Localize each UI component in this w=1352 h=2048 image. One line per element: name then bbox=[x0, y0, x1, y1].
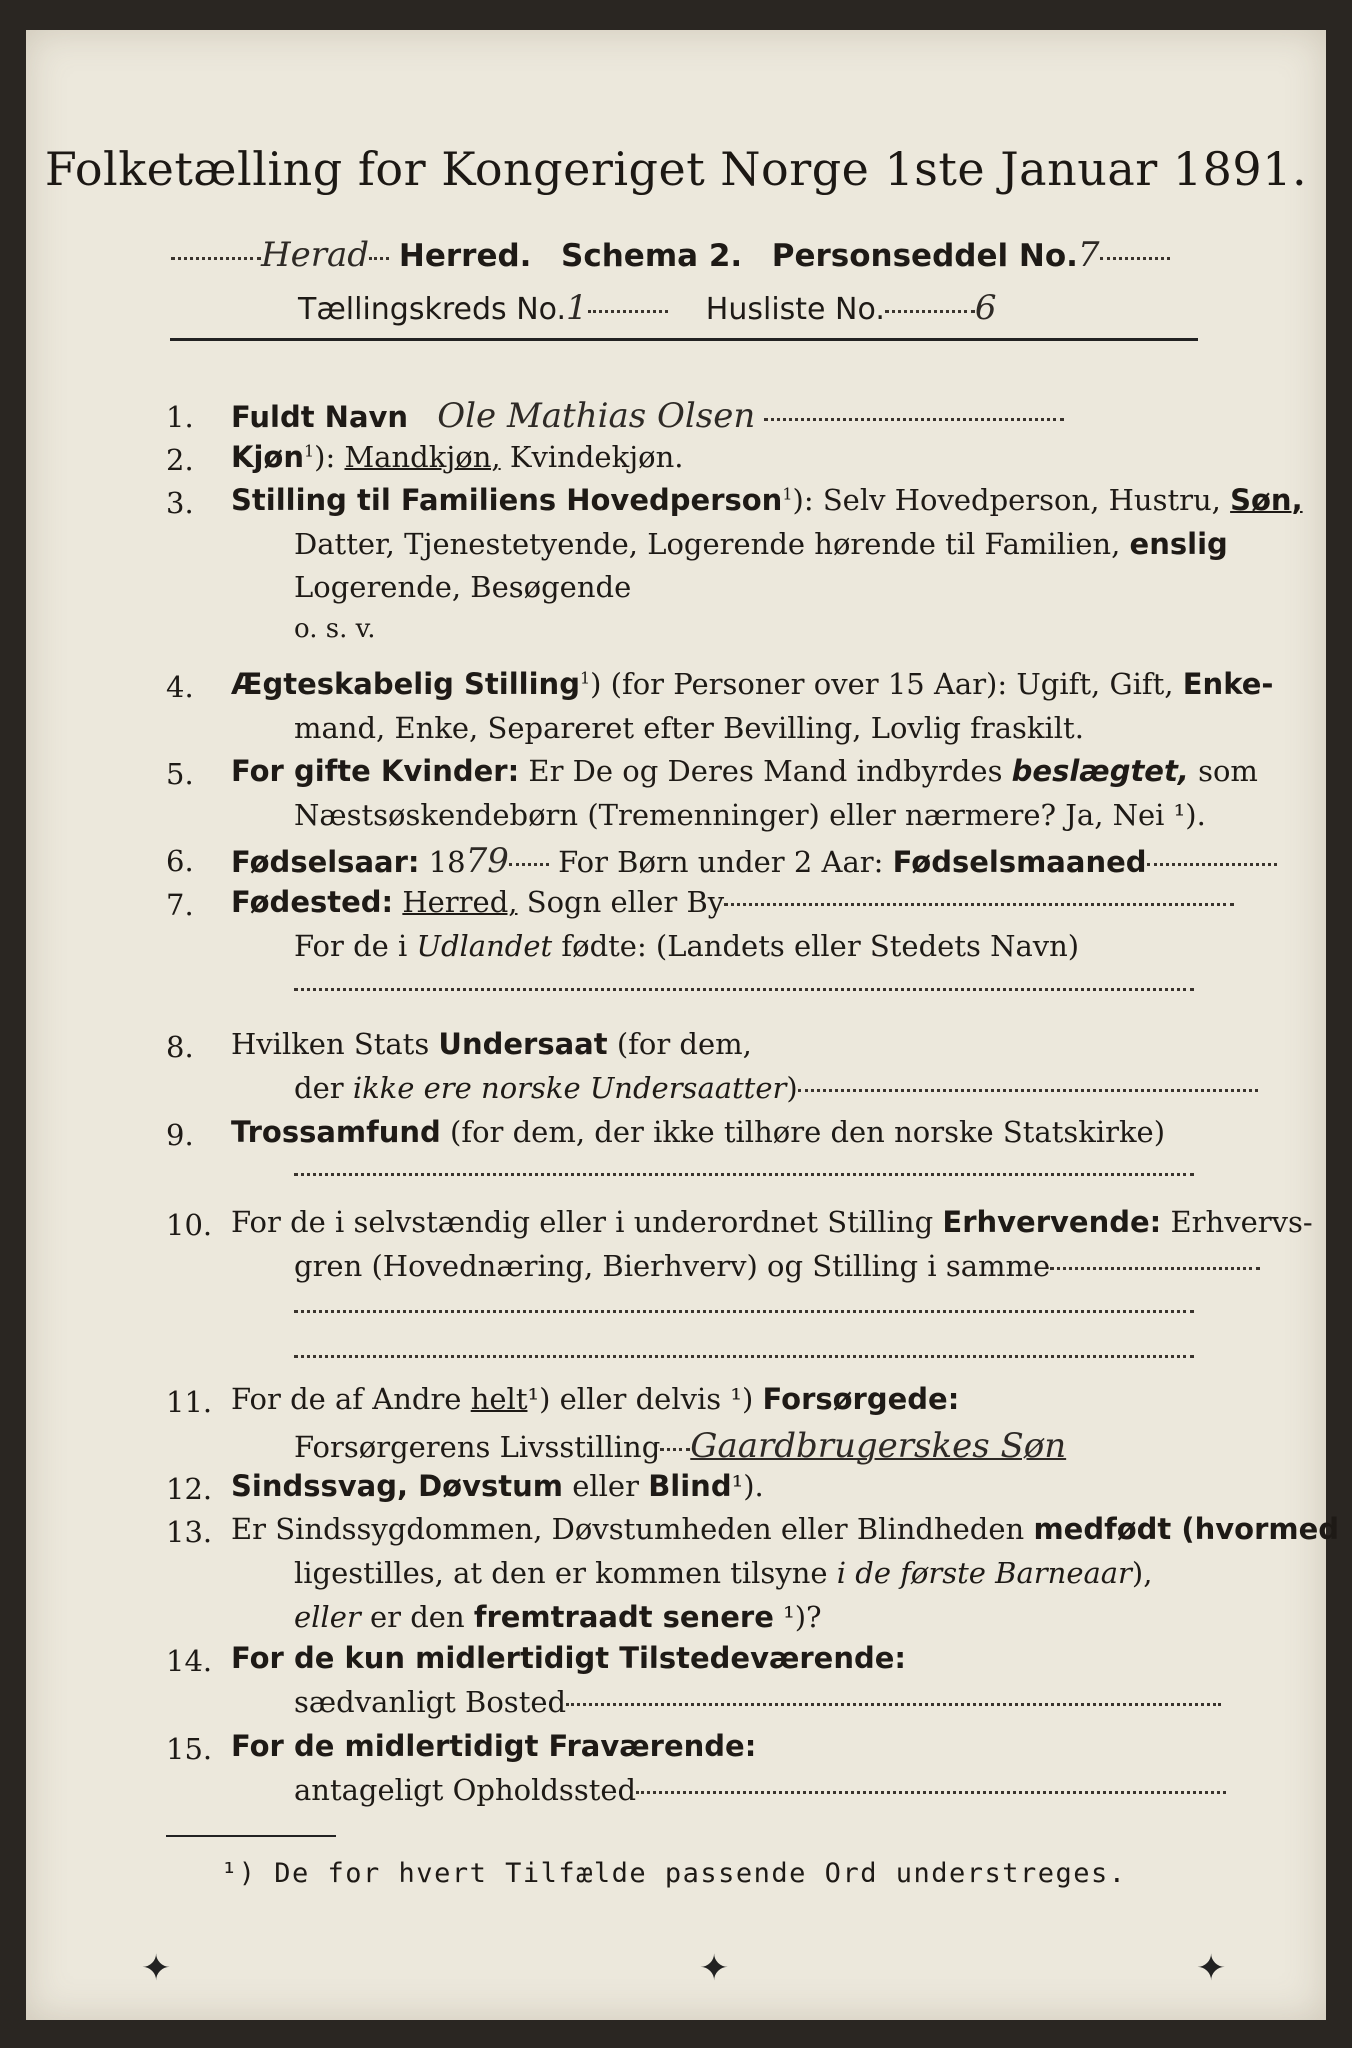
q13-line3-b: ¹)? bbox=[773, 1600, 822, 1634]
q10-line-2 bbox=[294, 1249, 1260, 1283]
q15-line-1 bbox=[231, 1729, 756, 1763]
footnote: ¹) De for hvert Tilfælde passende Ord understreges. bbox=[221, 1858, 1127, 1889]
q7-option-herred: Herred, bbox=[402, 885, 518, 919]
q9-label: Trossamfund bbox=[231, 1115, 441, 1149]
q13-line2-italic: i de første Barneaar bbox=[836, 1556, 1132, 1590]
q3-label: Stilling til Familiens Hovedperson bbox=[231, 483, 783, 517]
q3-number: 3. bbox=[166, 486, 194, 520]
q13-line1-b: (hvormed bbox=[1171, 1512, 1340, 1546]
q8-line1-b: (for dem, bbox=[607, 1027, 752, 1061]
q11-number: 11. bbox=[166, 1385, 213, 1419]
q11-value: Gaardbrugerskes Søn bbox=[690, 1426, 1067, 1466]
q4-line-1 bbox=[231, 667, 1273, 701]
q7-blank bbox=[294, 970, 1194, 1004]
q6-line bbox=[231, 841, 1277, 881]
q6-value: 79 bbox=[465, 841, 509, 881]
q13-line2-b: ), bbox=[1131, 1556, 1153, 1590]
q5-number: 5. bbox=[166, 757, 194, 791]
q14-label: For de kun midlertidigt Tilstedeværende: bbox=[231, 1641, 907, 1675]
q13-line3-a: er den bbox=[360, 1600, 474, 1634]
q5-line1-text: Er De og Deres Mand indbyrdes bbox=[519, 754, 1012, 788]
q12-number: 12. bbox=[166, 1472, 213, 1506]
form-title: Folketælling for Kongeriget Norge 1ste Januar 1891. bbox=[44, 142, 1308, 196]
q3-line-1 bbox=[231, 483, 1303, 517]
q13-number: 13. bbox=[166, 1515, 213, 1549]
q9-line bbox=[231, 1115, 1165, 1149]
kreds-value: 1 bbox=[566, 288, 588, 328]
q7-line-2 bbox=[294, 929, 1079, 963]
q2-sup: 1 bbox=[303, 441, 315, 461]
q10-blank-2 bbox=[294, 1337, 1194, 1371]
q12-line bbox=[231, 1469, 764, 1503]
q1-label: Fuldt Navn bbox=[231, 400, 409, 434]
q12-end: ¹). bbox=[731, 1469, 764, 1503]
q13-line3-bold: fremtraadt senere bbox=[473, 1600, 774, 1634]
q14-line-1 bbox=[231, 1641, 906, 1675]
husliste-label: Husliste No. bbox=[705, 292, 885, 327]
q7-line-1 bbox=[231, 885, 1234, 919]
q6-prefix: 18 bbox=[419, 845, 466, 879]
q5-line-2: Næstsøskendebørn (Tremenninger) eller nærmere? Ja, Nei ¹). bbox=[294, 798, 1206, 832]
q9-blank bbox=[294, 1155, 1194, 1189]
q5-line-1 bbox=[231, 754, 1258, 788]
q10-line-1 bbox=[231, 1205, 1313, 1239]
q13-line-2 bbox=[294, 1556, 1152, 1590]
q15-line-2 bbox=[294, 1773, 1226, 1807]
q7-label: Fødested: bbox=[231, 885, 394, 919]
q3-line-3: Logerende, Besøgende bbox=[294, 570, 632, 604]
registration-mark-center: ✦ bbox=[699, 1948, 730, 1989]
q7-line2-a: For de i bbox=[294, 929, 417, 963]
q15-line2-text: antageligt Opholdssted bbox=[294, 1773, 637, 1807]
q13-line1-bold: medfødt bbox=[1033, 1512, 1172, 1546]
footnote-rule bbox=[166, 1835, 336, 1837]
q8-line-1 bbox=[231, 1027, 752, 1061]
q2-label: Kjøn bbox=[231, 440, 304, 474]
husliste-value: 6 bbox=[974, 288, 997, 328]
registration-mark-right: ✦ bbox=[1196, 1948, 1227, 1989]
registration-mark-left: ✦ bbox=[141, 1948, 172, 1989]
q11-line-2 bbox=[294, 1426, 1066, 1466]
q11-line-1 bbox=[231, 1382, 959, 1416]
q2-line bbox=[231, 440, 684, 474]
q13-line-3 bbox=[294, 1600, 822, 1634]
kreds-label: Tællingskreds No. bbox=[298, 292, 566, 327]
q3-line2-text: Datter, Tjenestetyende, Logerende hørende til Familien, bbox=[294, 527, 1121, 561]
q15-number: 15. bbox=[166, 1732, 213, 1766]
q9-rest: (for dem, der ikke tilhøre den norske Statskirke) bbox=[440, 1115, 1166, 1149]
q8-line-2 bbox=[294, 1071, 1258, 1105]
q4-line1-text: ) (for Personer over 15 Aar): Ugift, Gift, bbox=[590, 667, 1174, 701]
q8-line2-italic: ikke ere norske Undersaatter bbox=[352, 1071, 787, 1105]
q1-number: 1. bbox=[166, 400, 194, 434]
q10-blank-1 bbox=[294, 1292, 1194, 1326]
q10-line2-text: gren (Hovednæring, Bierhverv) og Stilling i samme bbox=[294, 1249, 1051, 1283]
q14-line2-text: sædvanligt Bosted bbox=[294, 1685, 567, 1719]
q2-option-mandkjon: Mandkjøn, bbox=[344, 440, 501, 474]
q5-label: For gifte Kvinder: bbox=[231, 754, 520, 788]
q14-line-2 bbox=[294, 1685, 1221, 1719]
q10-line1-b: Erhvervs- bbox=[1161, 1205, 1313, 1239]
q3-line-4: o. s. v. bbox=[294, 614, 376, 644]
q1-value: Ole Mathias Olsen bbox=[437, 396, 756, 436]
q4-line-2: mand, Enke, Separeret efter Bevilling, Lovlig fraskilt. bbox=[294, 711, 1084, 745]
personseddel-label: Personseddel No. bbox=[771, 238, 1078, 274]
q6-label2: Fødselsmaaned bbox=[892, 845, 1147, 879]
q4-number: 4. bbox=[166, 670, 194, 704]
q7-line2-b: fødte: (Landets eller Stedets Navn) bbox=[552, 929, 1080, 963]
herred-value: Herad bbox=[261, 235, 370, 275]
q7-line2-italic: Udlandet bbox=[416, 929, 553, 963]
q12-mid: eller bbox=[563, 1469, 649, 1503]
q7-number: 7. bbox=[166, 888, 194, 922]
q2-sep: ): bbox=[314, 440, 345, 474]
q13-line3-italic: eller bbox=[294, 1600, 361, 1634]
q5-line1-end: som bbox=[1188, 754, 1258, 788]
q8-line1-bold: Undersaat bbox=[438, 1027, 608, 1061]
census-form-sheet bbox=[26, 30, 1340, 2020]
q15-label: For de midlertidigt Fraværende: bbox=[231, 1729, 757, 1763]
q3-line1-text: ): Selv Hovedperson, Hustru, bbox=[792, 483, 1221, 517]
q12-label2: Blind bbox=[648, 1469, 732, 1503]
q14-number: 14. bbox=[166, 1644, 213, 1678]
q11-line1-bold: Forsørgede: bbox=[762, 1382, 960, 1416]
q2-number: 2. bbox=[166, 443, 194, 477]
q1-line bbox=[231, 396, 1064, 436]
q9-number: 9. bbox=[166, 1118, 194, 1152]
q7-rest: Sogn eller By bbox=[517, 885, 725, 919]
q10-line1-a: For de i selvstændig eller i underordnet Stilling bbox=[231, 1205, 943, 1239]
q3-line-2 bbox=[294, 527, 1228, 561]
q3-sup: 1 bbox=[782, 484, 793, 504]
q8-number: 8. bbox=[166, 1030, 194, 1064]
header-line-2 bbox=[298, 288, 997, 328]
q6-mid: For Børn under 2 Aar: bbox=[548, 845, 893, 879]
header-line-1 bbox=[171, 235, 1170, 275]
header-rule bbox=[170, 338, 1198, 341]
q13-line1-a: Er Sindssygdommen, Døvstumheden eller Blindheden bbox=[231, 1512, 1034, 1546]
personseddel-value: 7 bbox=[1077, 235, 1100, 275]
q8-line1-a: Hvilken Stats bbox=[231, 1027, 439, 1061]
schema-label: Schema 2. bbox=[561, 238, 743, 274]
q13-line2-a: ligestilles, at den er kommen tilsyne bbox=[294, 1556, 837, 1590]
q4-sup: 1 bbox=[579, 668, 591, 688]
q6-label: Fødselsaar: bbox=[231, 845, 420, 879]
q11-line1-a: For de af Andre bbox=[231, 1382, 471, 1416]
q3-option-son: Søn, bbox=[1230, 483, 1303, 517]
q4-label: Ægteskabelig Stilling bbox=[231, 667, 580, 701]
q2-option-kvindekjon: Kvindekjøn. bbox=[500, 440, 684, 474]
q4-line1-bold: Enke- bbox=[1182, 667, 1274, 701]
q11-option-helt: helt bbox=[470, 1382, 528, 1416]
q3-line2-bold: enslig bbox=[1129, 527, 1228, 561]
herred-label: Herred. bbox=[398, 238, 532, 274]
q10-number: 10. bbox=[166, 1208, 213, 1242]
q8-line2-b: ) bbox=[786, 1071, 798, 1105]
q6-number: 6. bbox=[166, 844, 194, 878]
q10-line1-bold: Erhvervende: bbox=[942, 1205, 1162, 1239]
q11-line1-b: ¹) eller delvis ¹) bbox=[527, 1382, 763, 1416]
q12-label: Sindssvag, Døvstum bbox=[231, 1469, 563, 1503]
q11-line2-text: Forsørgerens Livsstilling bbox=[294, 1430, 661, 1464]
q13-line-1 bbox=[231, 1512, 1339, 1546]
q8-line2-a: der bbox=[294, 1071, 353, 1105]
q5-line1-italic: beslægtet, bbox=[1011, 754, 1189, 788]
